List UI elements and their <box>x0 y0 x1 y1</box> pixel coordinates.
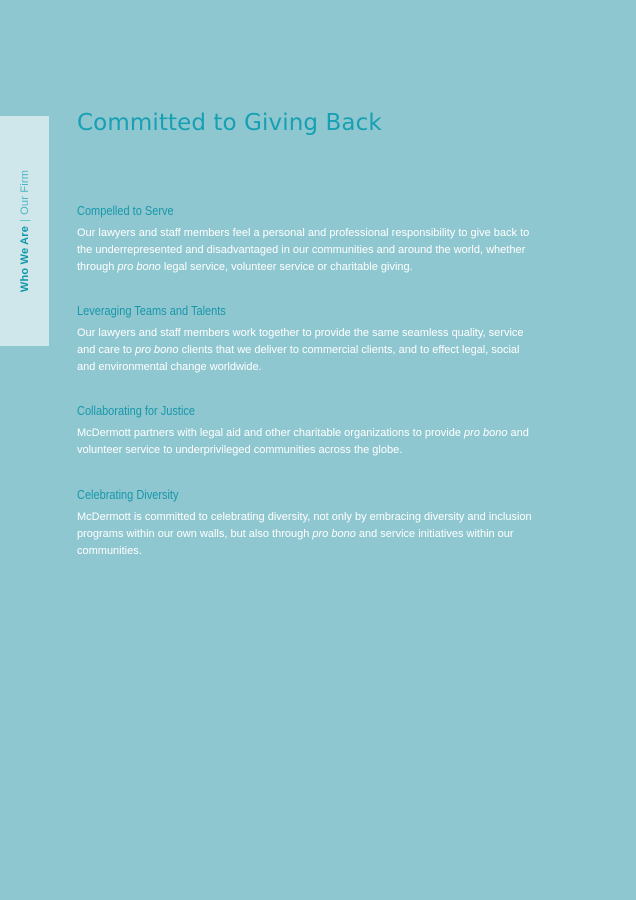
body-text: Our lawyers and staff members work together to provide the same seamless quality, service and care to <box>77 327 524 356</box>
section-body <box>77 225 537 276</box>
section-heading: Leveraging Teams and Talents <box>77 304 226 318</box>
body-emphasis: pro bono <box>312 528 356 540</box>
section-body <box>77 325 537 376</box>
body-text: McDermott is committed to celebrating diversity, not only by embracing diversity and inclusion programs within our own walls, but also through <box>77 511 532 540</box>
body-emphasis: pro bono <box>117 261 161 273</box>
side-tab-section: Who We Are <box>19 225 31 293</box>
body-emphasis: pro bono <box>135 344 179 356</box>
section-body <box>77 509 537 560</box>
body-text: legal service, volunteer service or charitable giving. <box>160 261 413 273</box>
body-text: Our lawyers and staff members feel a personal and professional responsibility to give back to the underrepresented and disadvantaged in our communities and around the world, whether through <box>77 227 530 273</box>
section-celebrating-diversity <box>77 488 537 560</box>
body-text: McDermott partners with legal aid and other charitable organizations to provide <box>77 427 465 439</box>
section-body <box>77 425 537 459</box>
body-text: and volunteer service to underprivileged communities across the globe. <box>77 427 529 456</box>
section-compelled-to-serve <box>77 204 537 276</box>
section-heading: Collaborating for Justice <box>77 404 196 418</box>
body-emphasis: pro bono <box>464 427 508 439</box>
section-collaborating-for-justice <box>77 404 537 459</box>
side-tab-subsection: Our Firm <box>19 169 31 215</box>
section-heading: Compelled to Serve <box>77 204 174 218</box>
side-tab-separator: | <box>19 218 31 222</box>
section-heading: Celebrating Diversity <box>77 488 179 502</box>
side-tab-label <box>19 170 31 292</box>
page-title: Committed to Giving Back <box>77 110 382 136</box>
body-text: clients that we deliver to commercial clients, and to effect legal, social and environmental change worldwide. <box>77 344 520 373</box>
body-text: and service initiatives within our communities. <box>77 528 514 557</box>
section-leveraging-teams <box>77 304 537 376</box>
